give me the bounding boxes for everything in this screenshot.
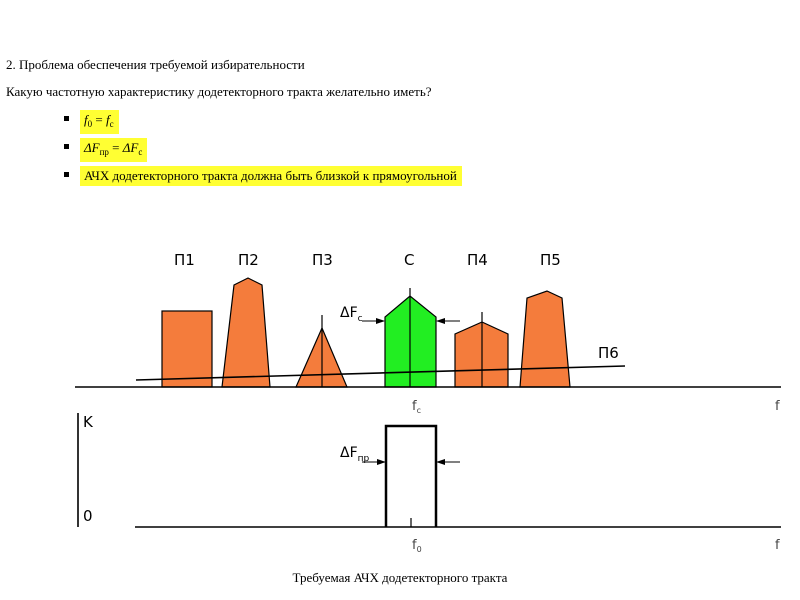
page-heading: 2. Проблема обеспечения требуемой избирательности xyxy=(6,57,305,72)
label-k: K xyxy=(83,413,93,431)
interference-p1 xyxy=(162,311,212,387)
label-f-top: f xyxy=(775,399,780,414)
frequency-equality: $f_0 = f_c$ xyxy=(80,110,119,134)
label-f-bottom: f xyxy=(775,538,780,553)
interference-p5 xyxy=(520,291,570,387)
label-p3: П3 xyxy=(312,251,333,269)
label-p4: П4 xyxy=(467,251,488,269)
arrow-left-icon xyxy=(436,459,445,465)
interference-p2 xyxy=(222,278,270,387)
label-f0: $f_0$ xyxy=(412,538,422,554)
question-text: Какую частотную характеристику додетекторного тракта желательно иметь? xyxy=(6,84,432,99)
arrow-left-icon xyxy=(436,318,445,324)
label-c: С xyxy=(404,251,415,269)
bandwidth-equality: $\Delta F_{пр} = \Delta F_c$ xyxy=(80,138,147,162)
label-delta-fc: $\Delta F_c$ xyxy=(340,305,363,324)
shape-requirement: АЧХ додетекторного тракта должна быть близкой к прямоугольной xyxy=(80,166,462,186)
diagram-caption: Требуемая АЧХ додетекторного тракта xyxy=(292,570,508,585)
label-p1: П1 xyxy=(174,251,195,269)
label-delta-fpr: $\Delta F_{пр}$ xyxy=(340,445,370,464)
label-fc: $f_c$ xyxy=(412,399,421,415)
rectangular-response xyxy=(386,426,436,527)
label-zero: 0 xyxy=(83,507,93,525)
arrow-right-icon xyxy=(376,318,385,324)
label-p6: П6 xyxy=(598,344,619,362)
label-p2: П2 xyxy=(238,251,259,269)
label-p5: П5 xyxy=(540,251,561,269)
arrow-right-icon xyxy=(377,459,386,465)
